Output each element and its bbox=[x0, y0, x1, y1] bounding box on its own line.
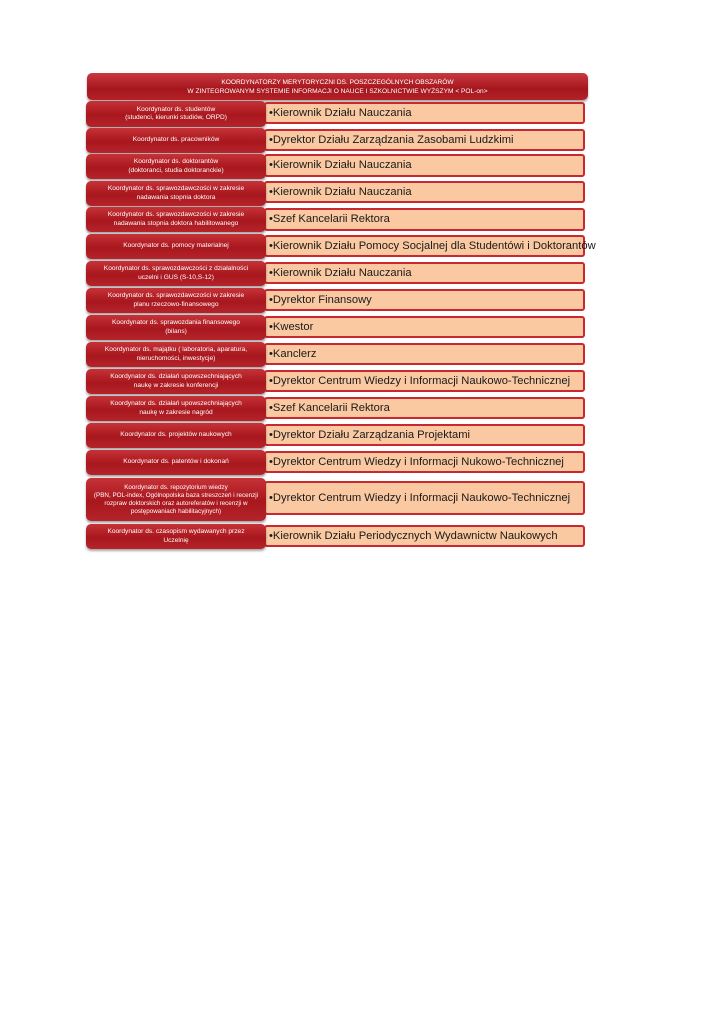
row-research-projects bbox=[86, 423, 587, 448]
responsible-label: •Dyrektor Centrum Wiedzy i Informacji Nukowo-Technicznej bbox=[264, 451, 585, 473]
responsible-label: •Kanclerz bbox=[264, 343, 585, 365]
row-doctoral-students bbox=[86, 154, 587, 179]
header-line-1: KOORDYNATORZY MERYTORYCZNI DS. POSZCZEGÓLNYCH OBSZARÓW bbox=[221, 78, 454, 86]
row-awards bbox=[86, 396, 587, 421]
coordinator-label: Koordynator ds. czasopism wydawanych przez Uczelnię bbox=[86, 524, 266, 549]
responsible-label: •Kierownik Działu Periodycznych Wydawnictw Naukowych bbox=[264, 525, 585, 547]
responsible-label: •Dyrektor Centrum Wiedzy i Informacji Naukowo-Technicznej bbox=[264, 370, 585, 392]
coordinator-label: Koordynator ds. doktorantów (doktoranci, studia doktoranckie) bbox=[86, 154, 266, 179]
row-conferences bbox=[86, 369, 587, 394]
responsible-label: •Dyrektor Finansowy bbox=[264, 289, 585, 311]
coordinator-label: Koordynator ds. repozytorium wiedzy (PBN, POL-index, Ogólnopolska baza streszczeń i recenzji rozpraw doktorskich oraz autoreferatów i recenzji w postępowaniach habilitacyjnych) bbox=[86, 478, 266, 521]
responsible-label: •Szef Kancelarii Rektora bbox=[264, 208, 585, 231]
row-doctorate-reporting bbox=[86, 181, 587, 206]
row-patents bbox=[86, 450, 587, 475]
row-journals bbox=[86, 524, 587, 549]
responsible-label: •Kierownik Działu Nauczania bbox=[264, 102, 585, 124]
row-financial-plan-reporting bbox=[86, 288, 587, 313]
row-students bbox=[86, 101, 587, 127]
coordinator-label: Koordynator ds. pomocy materialnej bbox=[86, 234, 266, 259]
responsible-label: •Dyrektor Działu Zarządzania Projektami bbox=[264, 424, 585, 446]
coordinator-label: Koordynator ds. sprawozdania finansowego (bilans) bbox=[86, 315, 266, 340]
responsible-label: •Kierownik Działu Nauczania bbox=[264, 154, 585, 177]
responsible-label: •Kwestor bbox=[264, 316, 585, 338]
coordinator-label: Koordynator ds. sprawozdawczości w zakresie nadawania stopnia doktora bbox=[86, 181, 266, 206]
coordinator-label: Koordynator ds. studentów (studenci, kierunki studiów, ORPD) bbox=[86, 101, 266, 127]
responsible-label: •Dyrektor Centrum Wiedzy i Informacji Naukowo-Technicznej bbox=[264, 481, 585, 515]
row-assets bbox=[86, 342, 587, 367]
coordinator-label: Koordynator ds. działań upowszechniających naukę w zakresie nagród bbox=[86, 396, 266, 421]
coordinator-label: Koordynator ds. działań upowszechniających naukę w zakresie konferencji bbox=[86, 369, 266, 394]
responsible-label: •Szef Kancelarii Rektora bbox=[264, 397, 585, 419]
coordinator-label: Koordynator ds. majątku ( laboratoria, aparatura, nieruchomości, inwestycje) bbox=[86, 342, 266, 367]
coordinator-label: Koordynator ds. sprawozdawczości z działalności uczelni i GUS (S-10,S-12) bbox=[86, 261, 266, 286]
coordinator-label: Koordynator ds. projektów naukowych bbox=[86, 423, 266, 448]
coordinator-label: Koordynator ds. sprawozdawczości w zakresie nadawania stopnia doktora habilitowanego bbox=[86, 207, 266, 232]
coordinator-label: Koordynator ds. patentów i dokonań bbox=[86, 450, 266, 475]
coordinator-label: Koordynator ds. pracowników bbox=[86, 128, 266, 153]
row-employees bbox=[86, 128, 587, 153]
row-gus-reporting bbox=[86, 261, 587, 286]
diagram-header bbox=[87, 73, 588, 100]
responsible-label: •Kierownik Działu Nauczania bbox=[264, 181, 585, 203]
header-line-2: W ZINTEGROWANYM SYSTEMIE INFORMACJI O NAUCE I SZKOLNICTWIE WYŻSZYM < POL-on> bbox=[187, 87, 488, 95]
responsible-label: •Kierownik Działu Nauczania bbox=[264, 262, 585, 284]
row-habilitation-reporting bbox=[86, 207, 587, 232]
row-financial-statement bbox=[86, 315, 587, 340]
row-knowledge-repository bbox=[86, 478, 587, 521]
row-material-aid bbox=[86, 234, 596, 259]
responsible-label: •Kierownik Działu Pomocy Socjalnej dla Studentówi i Doktorantów bbox=[264, 235, 585, 257]
coordinator-label: Koordynator ds. sprawozdawczości w zakresie planu rzeczowo-finansowego bbox=[86, 288, 266, 313]
responsible-label: •Dyrektor Działu Zarządzania Zasobami Ludzkimi bbox=[264, 129, 585, 151]
